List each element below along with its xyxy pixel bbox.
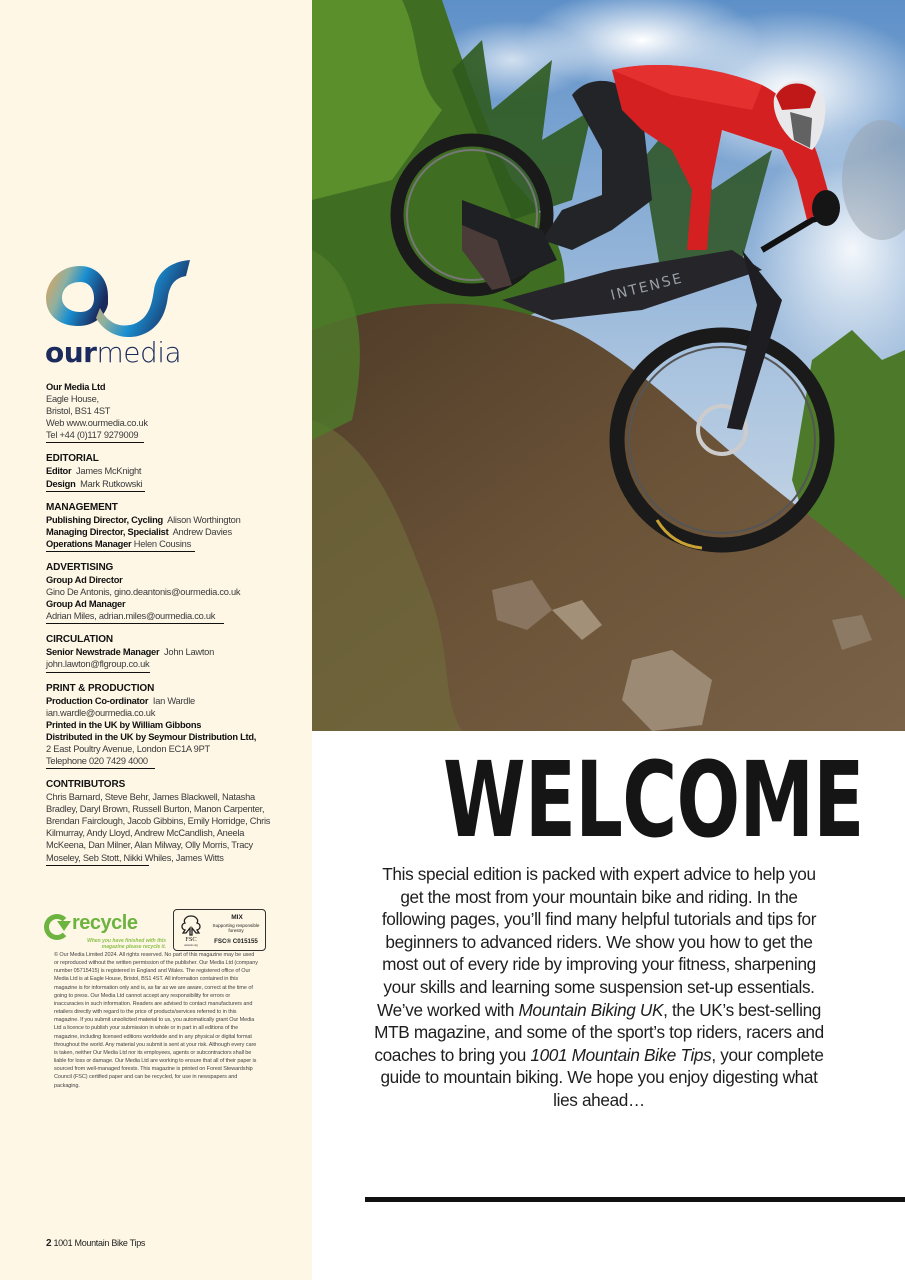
divider [46,551,195,552]
intro-paragraph: This special edition is packed with expert advice to help you get the most from your mountain bike and riding. In the following pages, you’ll find many helpful tutorials and tips for beginners to advanced riders. We show you how to get the most out of every ride by improving your fitness, sharpening your skills and learning some suspension set-up essentials. We’ve worked with Mountain Biking UK, the UK’s best-selling MTB magazine, and some of the sport’s top riders, racers and coaches to bring you 1001 Mountain Bike Tips, your complete guide to mountain biking. We hope you enjoy digesting what lies ahead… [374,864,824,1110]
legal-notice: © Our Media Limited 2024. All rights reserved. No part of this magazine may be used or reproduced without the written permission of the publisher. Our Media Ltd (company number 05715415) is registered in England and Wales. The registered office of Our Media Ltd is at Eagle House, Bristol, BS1 4ST. All information contained in this magazine is for information only and is, as far as we are aware, correct at the time of going to press. Our Media Ltd cannot accept any responsibility for errors or inaccuracies in such information. Readers are advised to contact manufacturers and retailers directly with regard to the price of products/services referred to in this magazine. If you submit unsolicited material to us, you automatically grant Our Media Ltd a licence to publish your submission in whole or in part in all editions of the magazine, including licensed editions worldwide and in any physical or digital format throughout the world. Any material you submit is sent at your risk. Although every care is taken, neither Our Media Ltd nor its employees, agents or subcontractors shall be liable for loss or damage. Our Media Ltd are working to ensure that all of their paper is sourced from well-managed forests. This magazine is printed on Forest Stewardship Council (FSC) certified paper and can be recycled, for use in newspapers and packaging. [54,952,258,1089]
divider [46,672,150,673]
magazine-title-mbuk: Mountain Biking UK [518,999,664,1020]
divider [46,491,145,492]
fsc-badge: FSC www.fsc.org MIX Supporting responsible forestry FSC® C015155 [173,909,266,951]
fsc-tree-icon [178,913,204,947]
divider [46,442,144,443]
hero-photo [312,0,905,731]
publication-title-italic: 1001 Mountain Bike Tips [530,1044,712,1065]
publication-title: 1001 Mountain Bike Tips [53,1238,146,1248]
editorial-block: EDITORIAL Editor James McKnight Design Mark Rutkowski [46,453,276,491]
welcome-heading: WELCOME [443,739,864,861]
eco-badges [44,908,269,952]
management-block: MANAGEMENT Publishing Director, Cycling Alison Worthington Managing Director, Specialist Andrew Davies Operations Manager Helen Cousins [46,502,276,552]
recycle-arrow-icon [57,921,71,931]
page-number: 2 [46,1238,52,1249]
credits [46,381,276,876]
masthead-column [0,0,312,1280]
company-block: Our Media Ltd Eagle House, Bristol, BS1 4ST Web www.ourmedia.co.uk Tel +44 (0)117 9279009 [46,381,276,443]
contributors-list: Chris Barnard, Steve Behr, James Blackwell, Natasha Bradley, Daryl Brown, Russell Burton, Manon Carpenter, Brendan Fairclough, Jacob Gibbins, Emily Horridge, Chris Kilmurray, Andy Lloyd, Andrew McCandlish, Aneela McKeena, Dan Milner, Alan Milway, Olly Morris, Tracy Moseley, Seb Stott, Nikki Whiles, James Witts [46,792,271,863]
circulation-block: CIRCULATION Senior Newstrade Manager John Lawton john.lawton@flgroup.co.uk [46,634,276,672]
svg-text:www.fsc.org: www.fsc.org [184,944,198,947]
mountain-biker-image [312,0,905,731]
advertising-block: ADVERTISING Group Ad Director Gino De Antonis, gino.deantonis@ourmedia.co.uk Group Ad Manager Adrian Miles, adrian.miles@ourmedia.co.uk [46,562,276,624]
divider [46,865,149,866]
print-production-block: PRINT & PRODUCTION Production Co-ordinator Ian Wardle ian.wardle@ourmedia.co.uk Printed in the UK by William Gibbons Distributed in the UK by Seymour Distribution Ltd, 2 East Poultry Avenue, London EC1A 9PT Telephone 020 7429 4000 [46,683,276,770]
divider [46,768,155,769]
company-web: Web www.ourmedia.co.uk [46,418,148,429]
contributors-block: CONTRIBUTORS Chris Barnard, Steve Behr, James Blackwell, Natasha Bradley, Daryl Brown, Russell Burton, Manon Carpenter, Brendan Fairclough, Jacob Gibbins, Emily Horridge, Chris Kilmurray, Andy Lloyd, Andrew McCandlish, Aneela McKeena, Dan Milner, Alan Milway, Olly Morris, Tracy Moseley, Seb Stott, Nikki Whiles, James Witts [46,779,276,866]
company-tel: Tel +44 (0)117 9279009 [46,430,139,441]
bottom-rule [365,1197,905,1202]
svg-text:INTENSE: INTENSE [609,270,685,304]
divider [46,623,224,624]
svg-text:FSC: FSC [185,936,197,943]
recycle-badge: recycle When you have finished with this magazine please recycle it. [44,910,164,950]
page-folio [46,1238,145,1249]
ourmedia-wordmark: ourmedia [45,336,182,369]
